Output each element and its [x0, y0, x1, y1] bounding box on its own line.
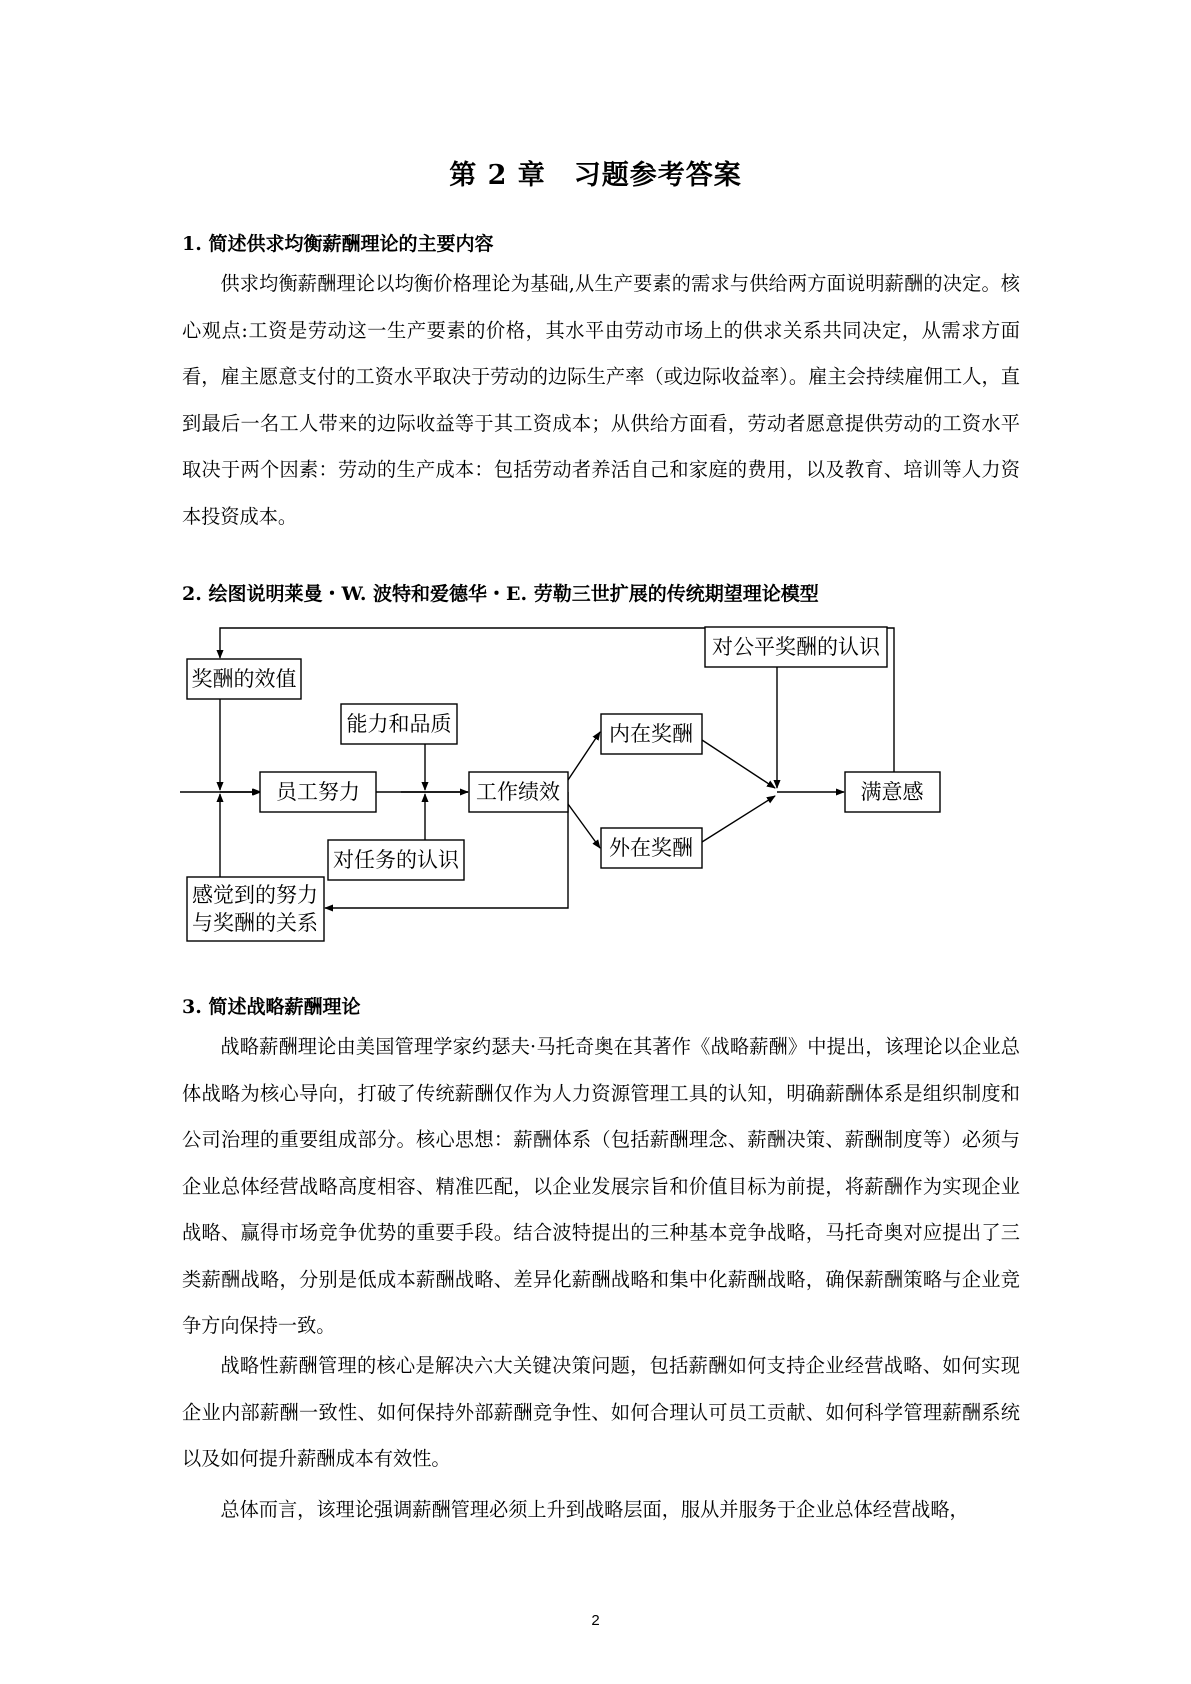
intrinsic-reward-label: 内在奖酬: [609, 722, 693, 746]
section-1-heading: 1. 简述供求均衡薪酬理论的主要内容: [182, 233, 494, 255]
task-perception-label: 对任务的认识: [333, 848, 459, 872]
ability-label: 能力和品质: [346, 712, 452, 736]
section-1-paragraph-1: 供求均衡薪酬理论以均衡价格理论为基础,从生产要素的需求与供给两方面说明薪酬的决定。核心观点:工资是劳动这一生产要素的价格，其水平由劳动市场上的供求关系共同决定，从需求方面看，雇主愿意支付的工资水平取决于劳动的边际生产率（或边际收益率）。雇主会持续雇佣工人，直到最后一名工人带来的边际收益等于其工资成本；从供给方面看，劳动者愿意提供劳动的工资水平取决于两个因素：劳动的生产成本：包括劳动者养活自己和家庭的费用，以及教育、培训等人力资本投资成本。: [182, 272, 1020, 528]
section-3-paragraph-1: 战略薪酬理论由美国管理学家约瑟夫·马托奇奥在其著作《战略薪酬》中提出，该理论以企业总体战略为核心导向，打破了传统薪酬仅作为人力资源管理工具的认知，明确薪酬体系是组织制度和公司治理的重要组成部分。核心思想：薪酬体系（包括薪酬理念、薪酬决策、薪酬制度等）必须与企业总体经营战略高度相容、精准匹配，以企业发展宗旨和价值目标为前提，将薪酬作为实现企业战略、赢得市场竞争优势的重要手段。结合波特提出的三种基本竞争战略，马托奇奥对应提出了三类薪酬战略，分别是低成本薪酬战略、差异化薪酬战略和集中化薪酬战略，确保薪酬策略与企业竞争方向保持一致。: [182, 1035, 1020, 1337]
section-3-paragraph-2: 战略性薪酬管理的核心是解决六大关键决策问题，包括薪酬如何支持企业经营战略、如何实现企业内部薪酬一致性、如何保持外部薪酬竞争性、如何合理认可员工贡献、如何科学管理薪酬系统以及如何提升薪酬成本有效性。: [182, 1354, 1020, 1470]
extrinsic-reward-label: 外在奖酬: [609, 836, 693, 860]
section-3-heading: 3. 简述战略薪酬理论: [182, 996, 361, 1018]
intrinsic-to-junction-arrow: [702, 740, 775, 788]
page-number: 2: [591, 1612, 600, 1629]
fairness-label: 对公平奖酬的认识: [712, 635, 880, 659]
effort-label: 员工努力: [276, 780, 360, 804]
perceived-relation-label-2: 与奖酬的关系: [192, 911, 318, 935]
page-title: 第 2 章 习题参考答案: [449, 160, 742, 191]
performance-label: 工作绩效: [476, 780, 560, 804]
section-3-paragraph-3: 总体而言，该理论强调薪酬管理必须上升到战略层面，服从并服务于企业总体经营战略，: [220, 1498, 969, 1521]
performance-to-intrinsic-arrow: [568, 732, 600, 780]
reward-value-label: 奖酬的效值: [191, 667, 297, 691]
extrinsic-to-junction-arrow: [702, 796, 775, 842]
perceived-relation-label-1: 感觉到的努力: [192, 883, 318, 907]
section-2-heading: 2. 绘图说明莱曼・W. 波特和爱德华・E. 劳勒三世扩展的传统期望理论模型: [182, 583, 819, 605]
performance-to-extrinsic-arrow: [568, 804, 600, 848]
satisfaction-label: 满意感: [860, 780, 924, 804]
expectancy-model-diagram: [180, 620, 970, 975]
